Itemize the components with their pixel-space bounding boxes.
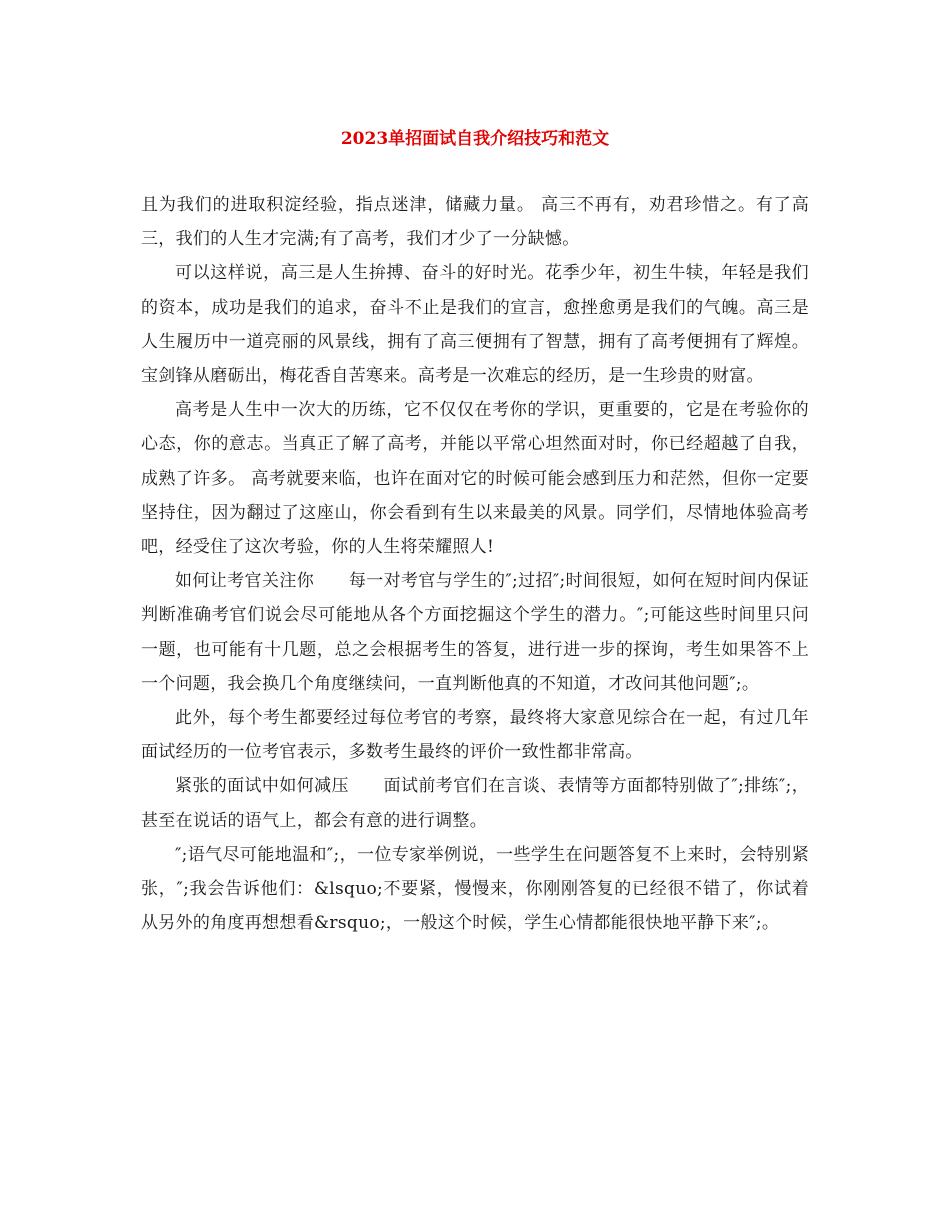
paragraph: 可以这样说，高三是人生拚搏、奋斗的好时光。花季少年，初生牛犊，年轻是我们的资本，成功是我们的追求，奋斗不止是我们的宣言，愈挫愈勇是我们的气魄。高三是人生履历中一道亮丽的风景线，拥有了高三便拥有了智慧，拥有了高考便拥有了辉煌。 宝剑锋从磨砺出，梅花香自苦寒来。高考是一次难忘的经历，是一生珍贵的财富。 xyxy=(141,263,809,387)
paragraph: 紧张的面试中如何减压 面试前考官们在言谈、表情等方面都特别做了″;排练″;，甚至在说话的语气上，都会有意的进行调整。 xyxy=(141,776,809,831)
document-title: 2023单招面试自我介绍技巧和范文 xyxy=(340,129,610,149)
paragraph: 高考是人生中一次大的历练，它不仅仅在考你的学识，更重要的，它是在考验你的心态，你的意志。当真正了解了高考，并能以平常心坦然面对时，你已经超越了自我，成熟了许多。 高考就要来临，也许在面对它的时候可能会感到压力和茫然，但你一定要坚持住，因为翻过了这座山，你会看到有生以来最美的风景。同学们，尽情地体验高考吧，经受住了这次考验，你的人生将荣耀照人! xyxy=(141,400,809,558)
paragraph: 此外，每个考生都要经过每位考官的考察，最终将大家意见综合在一起，有过几年面试经历的一位考官表示，多数考生最终的评价一致性都非常高。 xyxy=(141,708,809,763)
document-body xyxy=(141,188,809,940)
paragraph: 且为我们的进取积淀经验，指点迷津，储藏力量。 高三不再有，劝君珍惜之。有了高三，我们的人生才完满;有了高考，我们才少了一分缺憾。 xyxy=(141,195,809,250)
paragraph: ″;语气尽可能地温和″;，一位专家举例说，一些学生在问题答复不上来时，会特别紧张，″;我会告诉他们：&lsquo;不要紧，慢慢来，你刚刚答复的已经很不错了，你试着从另外的角度再想想看&rsquo;，一般这个时候，学生心情都能很快地平静下来″;。 xyxy=(141,844,809,934)
paragraph: 如何让考官关注你 每一对考官与学生的″;过招″;时间很短，如何在短时间内保证判断准确考官们说会尽可能地从各个方面挖掘这个学生的潜力。″;可能这些时间里只问一题，也可能有十几题，总之会根据考生的答复，进行进一步的探询，考生如果答不上一个问题，我会换几个角度继续问，一直判断他真的不知道，才改问其他问题″;。 xyxy=(141,571,809,694)
